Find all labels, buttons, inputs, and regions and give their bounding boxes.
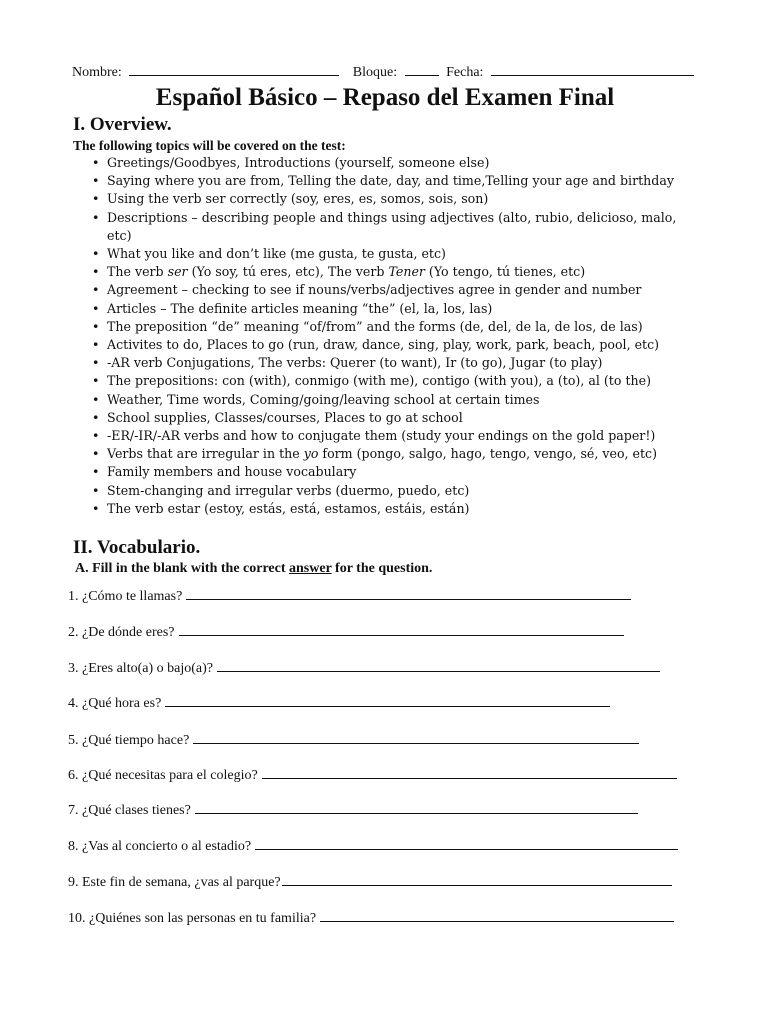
topic-item — [92, 281, 692, 299]
topic-text-part: ser — [167, 264, 188, 280]
question-row — [68, 873, 672, 891]
bullet-icon: • — [92, 337, 100, 353]
question-text: 8. ¿Vas al concierto o al estadio? — [68, 839, 252, 854]
student-info-line — [72, 64, 694, 81]
answer-blank[interactable] — [165, 694, 610, 707]
topic-item — [92, 245, 692, 263]
topic-text — [107, 446, 657, 461]
topic-text-part: (Yo soy, tú eres, etc), The verb — [187, 264, 389, 280]
bullet-icon: • — [92, 464, 100, 480]
fecha-blank — [491, 64, 694, 76]
question-text: 6. ¿Qué necesitas para el colegio? — [68, 768, 258, 783]
topic-text-part: Tener — [388, 264, 425, 280]
answer-blank[interactable] — [186, 587, 631, 600]
bullet-icon: • — [92, 264, 100, 280]
instructions-subheading — [75, 561, 432, 577]
question-row — [68, 659, 660, 677]
question-row — [68, 766, 677, 784]
topic-text: Articles – The definite articles meaning “the” (el, la, los, las) — [107, 300, 493, 316]
topic-item — [92, 500, 692, 518]
topics-intro: The following topics will be covered on the test: — [73, 138, 346, 153]
bullet-icon: • — [92, 155, 100, 170]
topic-text-part: The verb — [107, 264, 168, 280]
topic-item — [92, 190, 692, 208]
topic-item — [92, 336, 692, 354]
question-text: 7. ¿Qué clases tienes? — [68, 803, 191, 818]
topic-text: Weather, Time words, Coming/going/leaving school at certain times — [107, 391, 540, 407]
section-vocabulario-heading: II. Vocabulario. — [73, 537, 201, 558]
topic-text: School supplies, Classes/courses, Places to go at school — [107, 409, 463, 425]
question-text: 2. ¿De dónde eres? — [68, 625, 175, 640]
question-text: 9. Este fin de semana, ¿vas al parque? — [68, 875, 281, 890]
bullet-icon: • — [92, 173, 100, 189]
question-row — [68, 801, 638, 819]
bullet-icon: • — [92, 355, 100, 371]
topic-text: Activites to do, Places to go (run, draw, dance, sing, play, work, park, beach, pool, etc) — [107, 337, 660, 353]
topic-text: Saying where you are from, Telling the date, day, and time,Telling your age and birthday — [107, 173, 674, 189]
answer-blank[interactable] — [179, 623, 624, 636]
topic-text: The prepositions: con (with), conmigo (with me), contigo (with you), a (to), al (to the) — [107, 373, 651, 389]
answer-blank[interactable] — [262, 766, 677, 779]
bullet-icon: • — [92, 300, 100, 316]
bloque-label: Bloque: — [352, 65, 398, 80]
bullet-icon: • — [92, 191, 100, 207]
answer-blank[interactable] — [195, 801, 638, 814]
bloque-blank — [405, 64, 439, 76]
topic-item — [92, 263, 692, 281]
topic-text: -ER/-IR/-AR verbs and how to conjugate them (study your endings on the gold paper!) — [107, 428, 656, 444]
answer-blank[interactable] — [193, 731, 639, 744]
topic-text — [107, 264, 585, 279]
instructions-suffix: for the question. — [331, 561, 433, 576]
topic-text-part: yo — [303, 446, 319, 462]
topic-text-part: Verbs that are irregular in the — [107, 446, 304, 462]
nombre-label: Nombre: — [72, 65, 122, 80]
topic-text: The verb estar (estoy, estás, está, estamos, estáis, están) — [107, 500, 470, 516]
answer-blank[interactable] — [255, 837, 678, 850]
topic-item — [92, 463, 692, 481]
topic-text: Descriptions – describing people and things using adjectives (alto, rubio, delicioso, malo, etc) — [107, 209, 677, 243]
question-text: 5. ¿Qué tiempo hace? — [68, 733, 190, 748]
question-text: 10. ¿Quiénes son las personas en tu familia? — [68, 911, 317, 926]
question-row — [68, 587, 631, 605]
answer-blank[interactable] — [217, 659, 660, 672]
question-row — [68, 731, 639, 749]
fecha-label: Fecha: — [446, 65, 484, 80]
question-row — [68, 909, 674, 927]
topic-text: Family members and house vocabulary — [107, 464, 357, 480]
topic-item — [92, 372, 692, 390]
topic-item — [92, 172, 692, 190]
topics-list — [92, 154, 692, 518]
bullet-icon: • — [92, 428, 100, 444]
instructions-prefix: A. Fill in the blank with the correct — [75, 561, 290, 576]
answer-blank[interactable] — [282, 873, 672, 886]
topic-item — [92, 409, 692, 427]
instructions-underlined-word: answer — [289, 561, 332, 576]
topic-item — [92, 445, 692, 463]
question-row — [68, 623, 624, 641]
topic-text: Stem-changing and irregular verbs (duermo, puedo, etc) — [107, 482, 470, 498]
topic-text-part: form (pongo, salgo, hago, tengo, vengo, sé, veo, etc) — [318, 446, 658, 462]
topic-item — [92, 300, 692, 318]
topic-item — [92, 209, 692, 245]
topic-text: The preposition “de” meaning “of/from” and the forms (de, del, de la, de los, de las) — [107, 318, 643, 334]
topic-item — [92, 427, 692, 445]
question-text: 1. ¿Cómo te llamas? — [68, 589, 183, 604]
bullet-icon: • — [92, 373, 100, 389]
topic-text: Agreement – checking to see if nouns/verbs/adjectives agree in gender and number — [107, 282, 642, 298]
question-row — [68, 837, 678, 855]
answer-blank[interactable] — [320, 909, 674, 922]
topic-text: What you like and don’t like (me gusta, te gusta, etc) — [107, 246, 446, 262]
bullet-icon: • — [92, 282, 100, 298]
topic-text-part: (Yo tengo, tú tienes, etc) — [424, 264, 586, 280]
bullet-icon: • — [92, 246, 100, 262]
nombre-blank — [129, 64, 339, 76]
topic-item — [92, 318, 692, 336]
topic-text: Greetings/Goodbyes, Introductions (yourself, someone else) — [107, 155, 490, 170]
question-text: 4. ¿Qué hora es? — [68, 696, 162, 711]
bullet-icon: • — [92, 482, 100, 498]
bullet-icon: • — [92, 318, 100, 334]
question-row — [68, 694, 610, 712]
bullet-icon: • — [92, 500, 100, 516]
topic-item — [92, 354, 692, 372]
page-title: Español Básico – Repaso del Examen Final — [155, 84, 615, 111]
section-overview-heading: I. Overview. — [73, 114, 172, 135]
bullet-icon: • — [92, 446, 100, 462]
topic-text: Using the verb ser correctly (soy, eres, es, somos, sois, son) — [107, 191, 489, 207]
bullet-icon: • — [92, 391, 100, 407]
bullet-icon: • — [92, 409, 100, 425]
bullet-icon: • — [92, 209, 100, 225]
question-text: 3. ¿Eres alto(a) o bajo(a)? — [68, 661, 213, 676]
topic-item — [92, 482, 692, 500]
topic-item — [92, 154, 692, 172]
topic-text: -AR verb Conjugations, The verbs: Querer (to want), Ir (to go), Jugar (to play) — [107, 355, 603, 371]
topic-item — [92, 391, 692, 409]
